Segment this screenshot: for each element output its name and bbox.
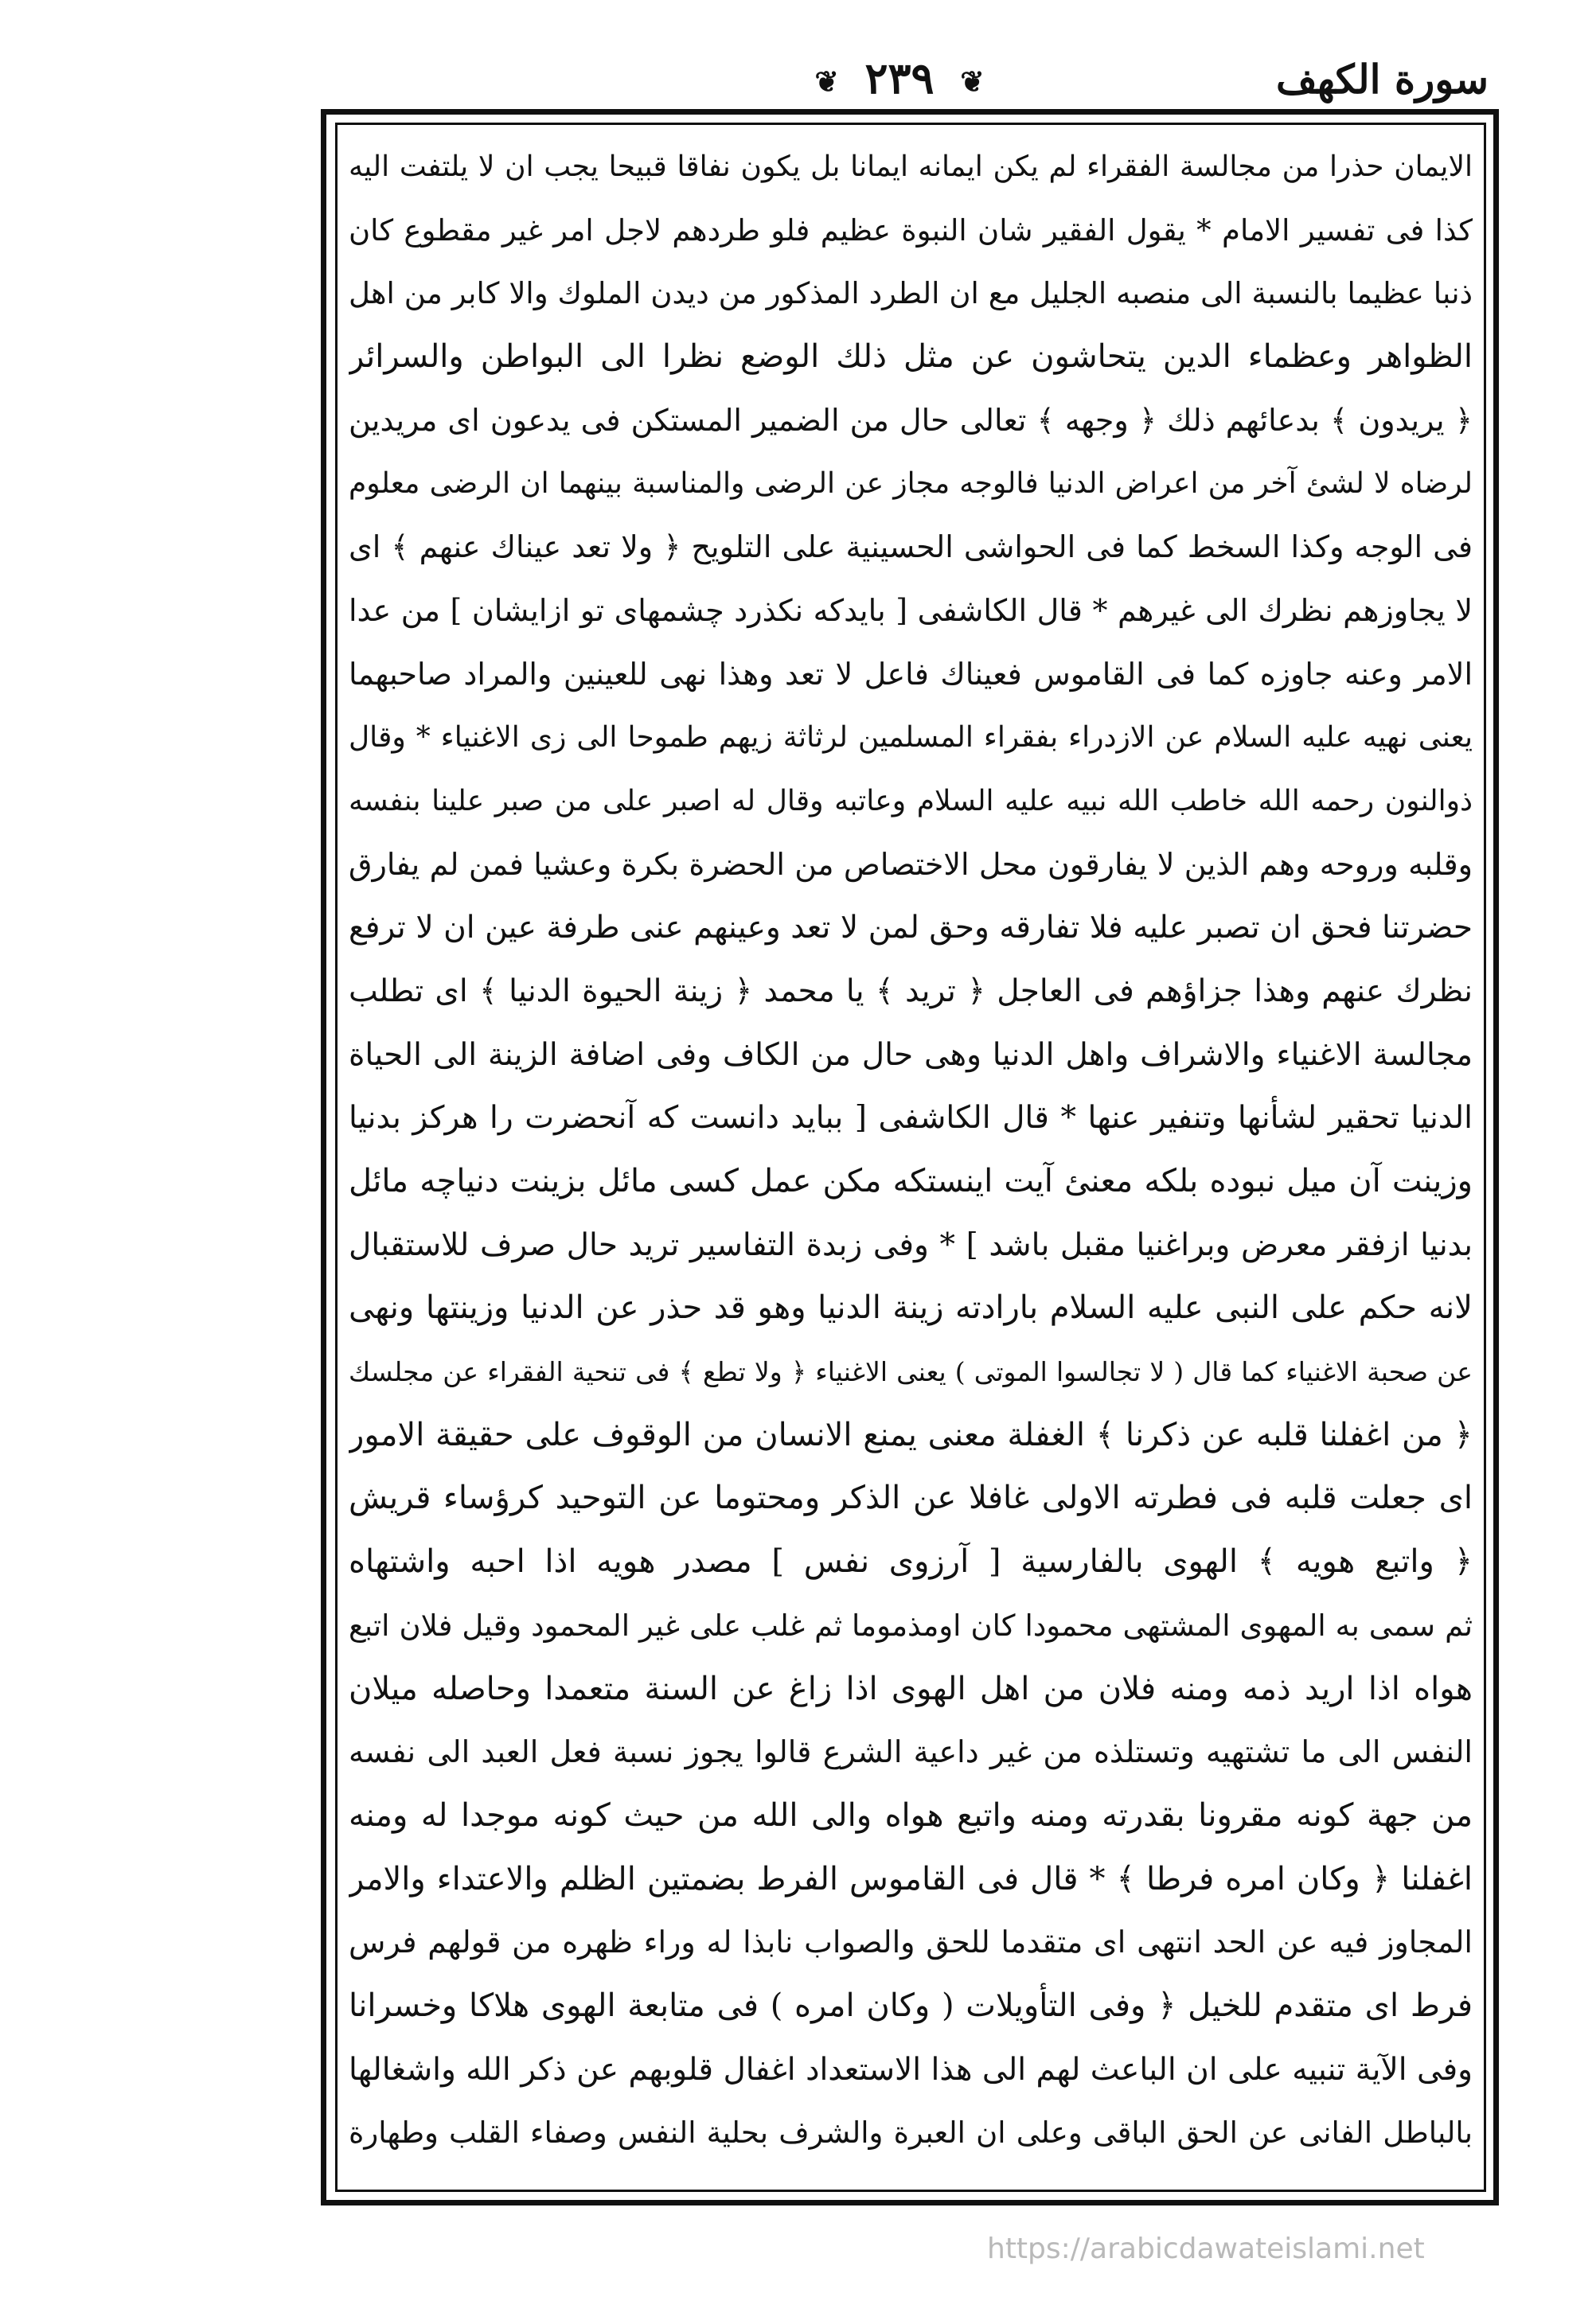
text-line: لرضاه لا لشئ آخر من اعراض الدنيا فالوجه مجاز عن الرضى والمناسبة بينهما ان الرضى معلوم bbox=[349, 467, 1473, 501]
ornament-icon: ❦ bbox=[814, 64, 839, 99]
text-line: حضرتنا فحق ان تصبر عليه فلا تفارقه وحق لمن لا تعد وعينهم عنى طرفة عين ان لا ترفع bbox=[349, 910, 1473, 946]
watermark-url: https://arabicdawateislami.net bbox=[987, 2233, 1425, 2265]
text-line: فرط اى متقدم للخيل ﴿ وفى التأويلات ( وكان امره ) فى متابعة الهوى هلاكا وخسرانا bbox=[349, 1987, 1473, 2024]
surah-title: سورة الكهف bbox=[1275, 56, 1489, 103]
text-line: الدنيا تحقير لشأنها وتنفير عنها * قال الكاشفى [ ببايد دانست كه آنحضرت را هركز بدنيا bbox=[349, 1100, 1473, 1137]
text-line: وزينت آن ميل نبوده بلكه معنئ آيت اينستكه مكن عمل كسى مائل بزينت دنياچه مائل bbox=[349, 1163, 1473, 1199]
text-line: الامر وعنه جاوزه كما فى القاموس فعيناك فاعل لا تعد وهذا نهى للعينين والمراد صاحبهما bbox=[349, 656, 1473, 692]
page-number-block bbox=[732, 53, 1067, 103]
text-line: لانه حكم على النبى عليه السلام بارادته زينة الدنيا وهو قد حذر عن الدنيا وزينتها ونهى bbox=[349, 1289, 1473, 1327]
text-line: ذوالنون رحمه الله خاطب الله نبيه عليه السلام وعاتبه وقال له اصبر على من صبر علينا بنفسه bbox=[349, 784, 1473, 817]
text-line: اى جعلت قلبه فى فطرته الاولى غافلا عن الذكر ومحتوما عن التوحيد كرؤساء قريش bbox=[349, 1480, 1473, 1517]
text-line: النفس الى ما تشتهيه وتستلذه من غير داعية الشرع قالوا يجوز نسبة فعل العبد الى نفسه bbox=[349, 1734, 1473, 1770]
text-line: هواه اذا اريد ذمه ومنه فلان من اهل الهوى اذا زاغ عن السنة متعمدا وحاصله ميلان bbox=[349, 1670, 1473, 1707]
text-line: لا يجاوزهم نظرك الى غيرهم * قال الكاشفى [ بايدكه نكذرد چشمهاى تو ازايشان ] من عدا bbox=[349, 592, 1473, 628]
text-line: المجاوز فيه عن الحد انتهى اى متقدما للحق والصواب نابذا له وراء ظهره من قولهم فرس bbox=[349, 1925, 1473, 1960]
text-line: بالباطل الفانى عن الحق الباقى وعلى ان العبرة والشرف بحلية النفس وصفاء القلب وطهارة bbox=[349, 2116, 1473, 2151]
text-line: وقلبه وروحه وهم الذين لا يفارقون محل الاختصاص من الحضرة بكرة وعشيا فمن لم يفارق bbox=[349, 846, 1473, 882]
text-line: مجالسة الاغنياء والاشراف واهل الدنيا وهى حال من الكاف وفى اضافة الزينة الى الحياة bbox=[349, 1036, 1473, 1073]
text-line: نظرك عنهم وهذا جزاؤهم فى العاجل ﴿ تريد ﴾ يا محمد ﴿ زينة الحيوة الدنيا ﴾ اى تطلب bbox=[349, 973, 1473, 1009]
text-line: من جهة كونه مقرونا بقدرته ومنه واتبع هواه والى الله من حيث كونه موجدا له ومنه bbox=[349, 1796, 1473, 1834]
text-line: الايمان حذرا من مجالسة الفقراء لم يكن ايمانه ايمانا بل يكون نفاقا قبيحا يجب ان لا يلتفت اليه bbox=[349, 150, 1473, 183]
text-line: اغفلنا ﴿ وكان امره فرطا ﴾ * قال فى القاموس الفرط بضمتين الظلم والاعتداء والامر bbox=[349, 1860, 1473, 1897]
text-line: ﴿ من اغفلنا قلبه عن ذكرنا ﴾ الغفلة معنى يمنع الانسان من الوقوف على حقيقة الامور bbox=[349, 1416, 1473, 1453]
page-number: ٢٣٩ bbox=[864, 53, 935, 103]
text-line: ثم سمى به المهوى المشتهى محمودا كان اومذموما ثم غلب على غير المحمود وقيل فلان اتبع bbox=[349, 1608, 1473, 1643]
text-line: بدنيا ازفقر معرض وبراغنيا مقبل باشد ] * وفى زبدة التفاسير تريد حال صرف للاستقبال bbox=[349, 1227, 1473, 1263]
text-line: يعنى نهيه عليه السلام عن الازدراء بفقراء المسلمين لرثاثة زيهم طموحا الى زى الاغنياء * وقال bbox=[349, 721, 1473, 755]
text-line: كذا فى تفسير الامام * يقول الفقير شان النبوة عظيم فلو طردهم لاجل امر غير مقطوع كان bbox=[349, 213, 1473, 248]
text-line: وفى الآية تنبيه على ان الباعث لهم الى هذا الاستعداد اغفال قلوبهم عن ذكر الله واشغالها bbox=[349, 2051, 1473, 2088]
text-line: ﴿ واتبع هويه ﴾ الهوى بالفارسية [ آرزوى نفس ] مصدر هويه اذا احبه واشتهاه bbox=[349, 1543, 1473, 1581]
text-line: الظواهر وعظماء الدين يتحاشون عن مثل ذلك الوضع نظرا الى البواطن والسرائر bbox=[349, 338, 1473, 376]
body-text bbox=[349, 135, 1473, 2184]
text-line: ذنبا عظيما بالنسبة الى منصبه الجليل مع ان الطرد المذكور من ديدن الملوك والا كابر من اهل bbox=[349, 276, 1473, 311]
text-line: ﴿ يريدون ﴾ بدعائهم ذلك ﴿ وجهه ﴾ تعالى حال من الضمير المستكن فى يدعون اى مريدين bbox=[349, 402, 1473, 438]
text-line: فى الوجه وكذا السخط كما فى الحواشى الحسينية على التلويح ﴿ ولا تعد عيناك عنهم ﴾ اى bbox=[349, 529, 1473, 565]
ornament-icon: ❦ bbox=[960, 64, 985, 99]
text-line: عن صحبة الاغنياء كما قال ( لا تجالسوا الموتى ) يعنى الاغنياء ﴿ ولا تطع ﴾ فى تنحية الفقراء عن مجلسك bbox=[349, 1356, 1473, 1388]
